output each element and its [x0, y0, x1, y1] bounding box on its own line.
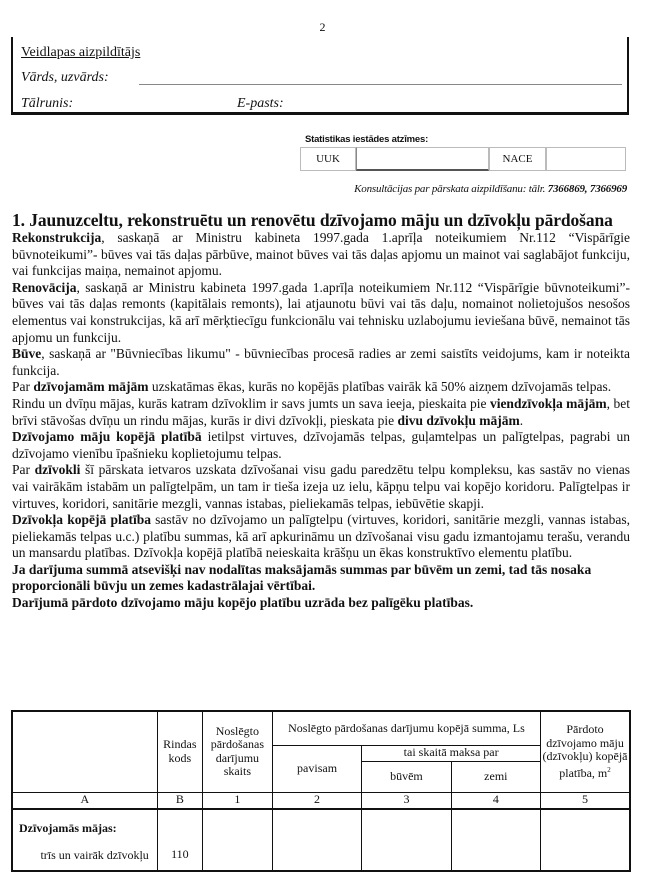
header-blank	[12, 711, 157, 792]
column-number: 1	[202, 792, 272, 809]
area-cell[interactable]	[541, 809, 630, 871]
buildings-sum-cell[interactable]	[362, 809, 451, 871]
definition-text: , saskaņā ar "Būvniecības likumu" - būvniecības procesā radies ar zemi saistīts veidojums, kam ir noteikta funkcija.	[12, 346, 630, 378]
form-filler-box	[11, 37, 629, 115]
column-number: 4	[451, 792, 540, 809]
definition-apartment-total-area	[12, 512, 630, 562]
definition-house-total-area	[12, 429, 630, 462]
term: Būve	[12, 346, 42, 362]
header-land: zemi	[451, 761, 540, 792]
section-heading: 1. Jaunuzceltu, rekonstruētu un renovētu dzīvojamo māju un dzīvokļu pārdošana	[12, 210, 613, 230]
column-number: 2	[272, 792, 361, 809]
definition-terraced-houses	[12, 396, 630, 429]
row-group-label: Dzīvojamās mājas:	[19, 820, 117, 835]
definition-text: , saskaņā ar Ministru kabineta 1997.gada 1.aprīļa noteikumiem Nr.112 “Vispārīgie būvnoteikumi”- būves vai tās daļas remonts (kapitālais remonts), lai atjaunotu būvi vai tās daļu, nomainot nolietojušos nesošos elementus vai konstrukcijas, kā arī mērķtiecīgu funkcionālu vai tehnisku uzlabojumu ieviešana būvē, nemainot tās apjomu un funkciju.	[12, 279, 630, 345]
column-number: 5	[541, 792, 630, 809]
statistics-office-marks	[300, 134, 630, 171]
definition-text: .	[519, 412, 524, 428]
definition-text: Par	[12, 462, 35, 478]
term: dzīvokli	[34, 462, 81, 478]
definition-renovation	[12, 280, 630, 346]
name-field[interactable]	[139, 84, 622, 85]
definition-text: sastāv no dzīvojamo un palīgtelpu (virtuves, koridori, sanitārie mezgli, vannas istabas, pieliekamās telpas u.c.) platību summas, kā arī apkurināmu un dzīvošanai visu gadu izmantojamu terašu, verandu un mansardu platības. Dzīvokļa kopējā platībā neieskaita krāšņu un ēkas konstruktīvo elementu platību.	[12, 512, 630, 561]
definition-text: šī pārskata ietvaros uzskata dzīvošanai visu gadu paredzētu telpu kompleksu, kas sastāv no vienas vai vairākām istabām un palīgtelpām, un tam ir tieša izeja uz ielu, kāpņu telpu vai kopējo koridoru. Palīgtelpas ir virtuves, koridori, sanitārie mezgli, vannas istabas, pieliekamās telpas, iebūvētie skapji.	[12, 462, 631, 511]
header-area	[541, 711, 630, 792]
header-area-sup: 2	[607, 765, 611, 774]
statistics-office-title: Statistikas iestādes atzīmes:	[305, 134, 429, 145]
form-filler-title: Veidlapas aizpildītājs	[21, 45, 141, 60]
section-content	[12, 210, 630, 612]
term: viendzīvokļa mājām	[489, 395, 607, 411]
name-label: Vārds, uzvārds:	[21, 70, 109, 85]
term: Renovācija	[12, 279, 77, 295]
term: Dzīvojamo māju kopējā platībā	[12, 429, 202, 445]
consultation-phones: 7366869, 7366969	[547, 183, 627, 195]
land-sum-cell[interactable]	[451, 809, 540, 871]
header-area-text: Pārdoto dzīvojamo māju (dzīvokļu) kopējā platība, m	[542, 722, 628, 780]
email-label: E-pasts:	[237, 96, 284, 111]
header-total-sum: Noslēgto pārdošanas darījumu kopējā summa, Ls	[272, 711, 540, 745]
row-label-cell	[12, 809, 157, 871]
definition-text: Par	[12, 379, 34, 395]
uuk-label: UUK	[300, 147, 356, 171]
consultation-note	[354, 183, 627, 195]
definition-residential-houses	[12, 379, 630, 396]
page-number: 2	[319, 20, 326, 34]
total-sum-cell[interactable]	[272, 809, 361, 871]
statistics-office-table	[300, 147, 630, 171]
nace-field[interactable]	[546, 147, 626, 171]
header-of-which: tai skaitā maksa par	[362, 745, 541, 761]
row-code: 110	[157, 809, 202, 871]
header-deals-count: Noslēgto pārdošanas darījumu skaits	[202, 711, 272, 792]
note-auxiliary-area: Darījumā pārdoto dzīvojamo māju kopējo platību uzrāda bez palīgēku platības.	[12, 595, 474, 611]
sales-table	[11, 710, 631, 872]
definition-text: , saskaņā ar Ministru kabineta 1997.gada 1.aprīļa noteikumiem Nr.112 “Vispārīgie būvnoteikumi”- būves vai tās daļas pārbūve, mainot būves vai tās daļas apjomu un mainot vai saglabājot funkciju, vai funkcijas maiņa, nemainot apjomu.	[12, 230, 630, 279]
definition-text: uzskatāmas ēkas, kurās no kopējās platības vairāk kā 50% aizņem dzīvojamās telpas.	[148, 379, 612, 395]
table-row	[12, 809, 630, 871]
definition-text: Rindu un dvīņu mājas, kurās katram dzīvoklim ir savs jumts un sava ieeja, pieskaita pie	[12, 395, 490, 411]
nace-label: NACE	[489, 147, 546, 171]
term: Dzīvokļa kopējā platība	[12, 512, 151, 528]
deals-count-cell[interactable]	[202, 809, 272, 871]
definition-building	[12, 346, 630, 379]
note-proportional-value: Ja darījuma summā atsevišķi nav nodalītas maksājamās summas par būvēm un zemi, tad tās nosaka proporcionāli būvju un zemes kadastrālajai vērtībai.	[12, 561, 592, 594]
header-buildings: būvēm	[362, 761, 451, 792]
header-total: pavisam	[272, 745, 361, 792]
definition-text: , bet brīvi stāvošas dvīņu un rindu mājas, kurās ir divi dzīvokļi, pieskata pie	[12, 395, 630, 428]
column-number: B	[157, 792, 202, 809]
header-row-code: Rindas kods	[157, 711, 202, 792]
phone-label: Tālrunis:	[21, 96, 74, 111]
term: divu dzīvokļu mājām	[397, 412, 520, 428]
consultation-text: Konsultācijas par pārskata aizpildīšanu: tālr.	[354, 183, 548, 195]
uuk-field[interactable]	[356, 147, 489, 171]
row-label: trīs un vairāk dzīvokļu	[40, 848, 149, 862]
term: dzīvojamām mājām	[33, 379, 149, 395]
term: Rekonstrukcija	[12, 230, 102, 245]
definition-apartment	[12, 462, 630, 512]
column-number: A	[12, 792, 157, 809]
definition-reconstruction	[12, 230, 630, 280]
column-number: 3	[362, 792, 451, 809]
definition-text: ietilpst virtuves, dzīvojamās telpas, guļamtelpas un palīgtelpas, pagrabi un dzīvojamo vienību īpašnieku koplietojumu telpas.	[12, 429, 630, 461]
